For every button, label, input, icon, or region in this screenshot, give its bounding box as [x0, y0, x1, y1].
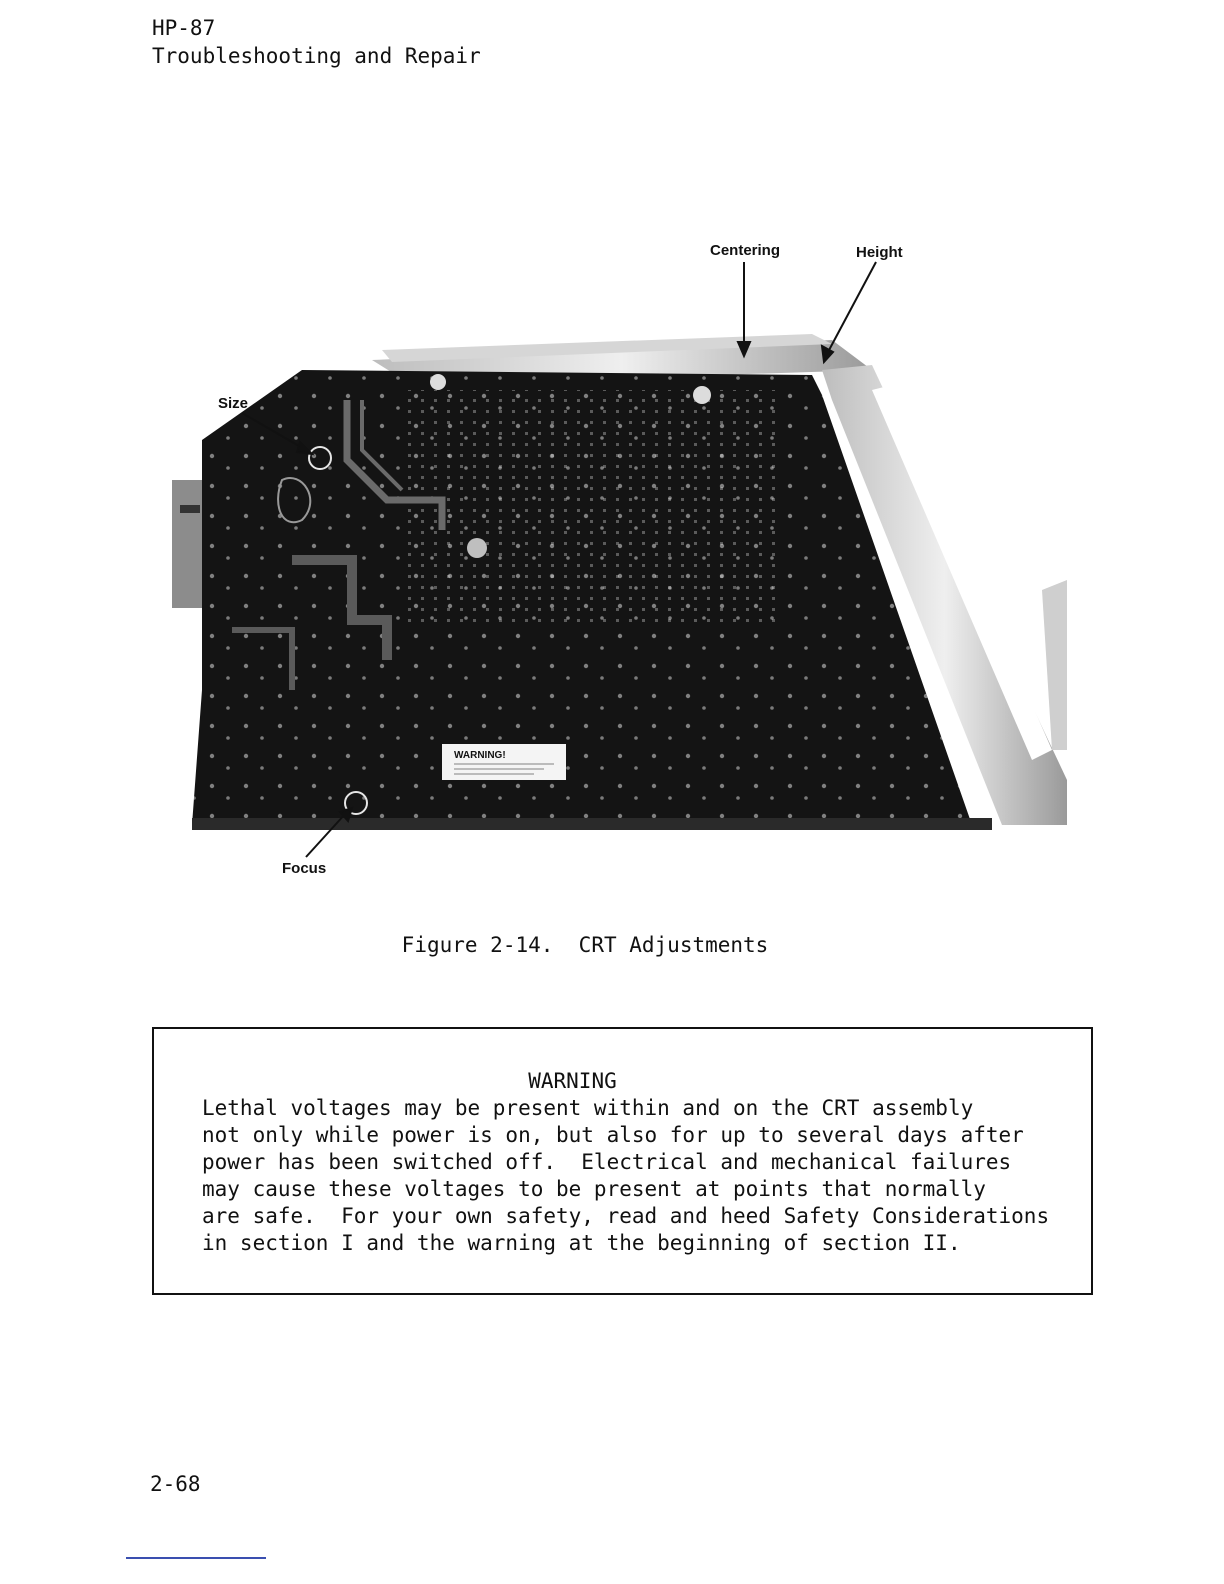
warning-line: power has been switched off. Electrical and mechanical failures — [202, 1150, 1012, 1174]
size-arrow — [242, 413, 306, 450]
header-model: HP-87 — [152, 16, 216, 40]
height-arrow — [828, 262, 876, 352]
warning-body — [202, 1095, 1049, 1257]
warning-box — [152, 1027, 1093, 1295]
warning-line: Lethal voltages may be present within and on the CRT assembly — [202, 1096, 974, 1120]
callout-height: Height — [856, 244, 903, 261]
warning-line: are safe. For your own safety, read and heed Safety Considerations — [202, 1204, 1050, 1228]
callout-centering: Centering — [710, 242, 781, 259]
page-number: 2-68 — [150, 1472, 201, 1496]
callout-size: Size — [218, 395, 249, 412]
callout-focus: Focus — [282, 860, 327, 877]
sticker-text: WARNING! — [454, 750, 506, 761]
warning-line: may cause these voltages to be present at points that normally — [202, 1177, 986, 1201]
footer-rule — [126, 1557, 266, 1559]
figure-caption: Figure 2-14. CRT Adjustments — [401, 933, 769, 957]
focus-arrow — [306, 813, 346, 857]
header-section: Troubleshooting and Repair — [152, 44, 481, 68]
warning-line: in section I and the warning at the beginning of section II. — [202, 1231, 961, 1255]
warning-line: not only while power is on, but also for up to several days after — [202, 1123, 1024, 1147]
warning-title: WARNING — [528, 1069, 617, 1093]
